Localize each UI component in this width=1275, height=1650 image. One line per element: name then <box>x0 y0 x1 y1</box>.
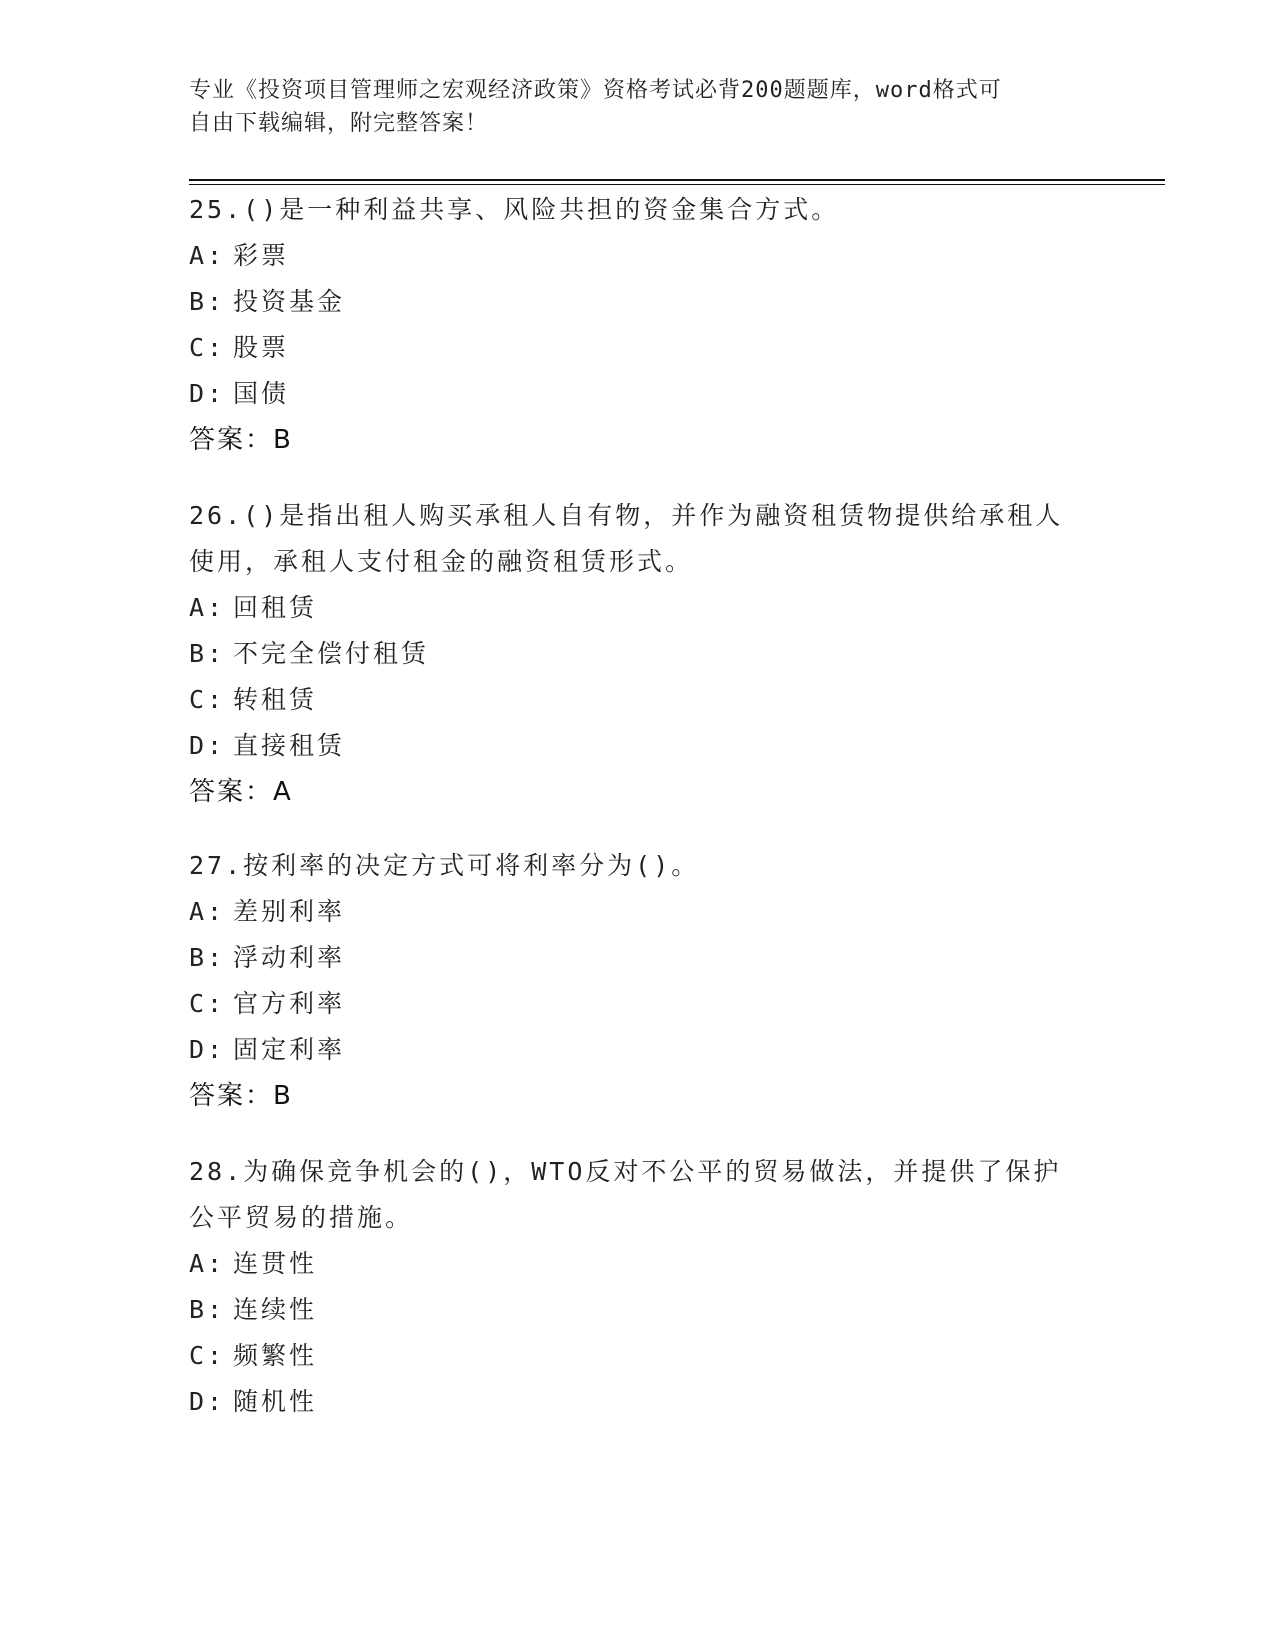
option-b <box>189 935 1089 981</box>
option-b <box>189 631 1089 677</box>
option-key: A: <box>189 241 226 270</box>
option-key: B: <box>189 943 226 972</box>
option-text: 频繁性 <box>233 1341 318 1370</box>
option-key: C: <box>189 989 226 1018</box>
option-a <box>189 233 1089 279</box>
question-stem: 28.为确保竞争机会的()，WTO反对不公平的贸易做法，并提供了保护公平贸易的措施。 <box>189 1157 1062 1232</box>
option-c <box>189 677 1089 723</box>
question-stem: 27.按利率的决定方式可将利率分为()。 <box>189 851 700 880</box>
question-25 <box>189 187 1089 463</box>
question-stem: 25.()是一种利益共享、风险共担的资金集合方式。 <box>189 195 840 224</box>
option-key: A: <box>189 897 226 926</box>
header-line-2: 自由下载编辑，附完整答案！ <box>189 111 489 136</box>
option-key: B: <box>189 1295 226 1324</box>
answer: 答案：B <box>189 425 293 455</box>
answer: 答案：A <box>189 777 293 807</box>
option-b <box>189 1287 1089 1333</box>
option-text: 连续性 <box>233 1295 318 1324</box>
option-a <box>189 1241 1089 1287</box>
header-divider-thin <box>189 184 1165 185</box>
option-key: A: <box>189 1249 226 1278</box>
option-text: 国债 <box>233 379 290 408</box>
answer: 答案：B <box>189 1081 293 1111</box>
option-key: A: <box>189 593 226 622</box>
option-text: 官方利率 <box>233 989 346 1018</box>
option-text: 股票 <box>233 333 290 362</box>
option-d <box>189 1379 1089 1425</box>
option-text: 固定利率 <box>233 1035 346 1064</box>
header-line-1: 专业《投资项目管理师之宏观经济政策》资格考试必背200题题库，word格式可 <box>189 78 1002 103</box>
option-key: D: <box>189 1387 226 1416</box>
option-key: C: <box>189 333 226 362</box>
option-text: 转租赁 <box>233 685 318 714</box>
question-stem: 26.()是指出租人购买承租人自有物，并作为融资租赁物提供给承租人使用，承租人支付租金的融资租赁形式。 <box>189 501 1064 576</box>
option-d <box>189 1027 1089 1073</box>
option-text: 不完全偿付租赁 <box>233 639 430 668</box>
option-key: C: <box>189 685 226 714</box>
option-key: B: <box>189 287 226 316</box>
option-text: 投资基金 <box>233 287 346 316</box>
document-header <box>189 74 1089 140</box>
option-c <box>189 981 1089 1027</box>
option-key: B: <box>189 639 226 668</box>
option-key: C: <box>189 1341 226 1370</box>
header-divider-thick <box>189 179 1165 181</box>
question-28 <box>189 1149 1089 1425</box>
option-text: 直接租赁 <box>233 731 346 760</box>
option-a <box>189 585 1089 631</box>
option-key: D: <box>189 731 226 760</box>
option-text: 回租赁 <box>233 593 318 622</box>
option-text: 连贯性 <box>233 1249 318 1278</box>
option-text: 随机性 <box>233 1387 318 1416</box>
option-a <box>189 889 1089 935</box>
option-c <box>189 325 1089 371</box>
option-text: 差别利率 <box>233 897 346 926</box>
option-d <box>189 723 1089 769</box>
option-key: D: <box>189 379 226 408</box>
option-key: D: <box>189 1035 226 1064</box>
option-text: 彩票 <box>233 241 290 270</box>
option-d <box>189 371 1089 417</box>
question-26 <box>189 493 1089 815</box>
option-b <box>189 279 1089 325</box>
option-c <box>189 1333 1089 1379</box>
option-text: 浮动利率 <box>233 943 346 972</box>
question-27 <box>189 843 1089 1119</box>
